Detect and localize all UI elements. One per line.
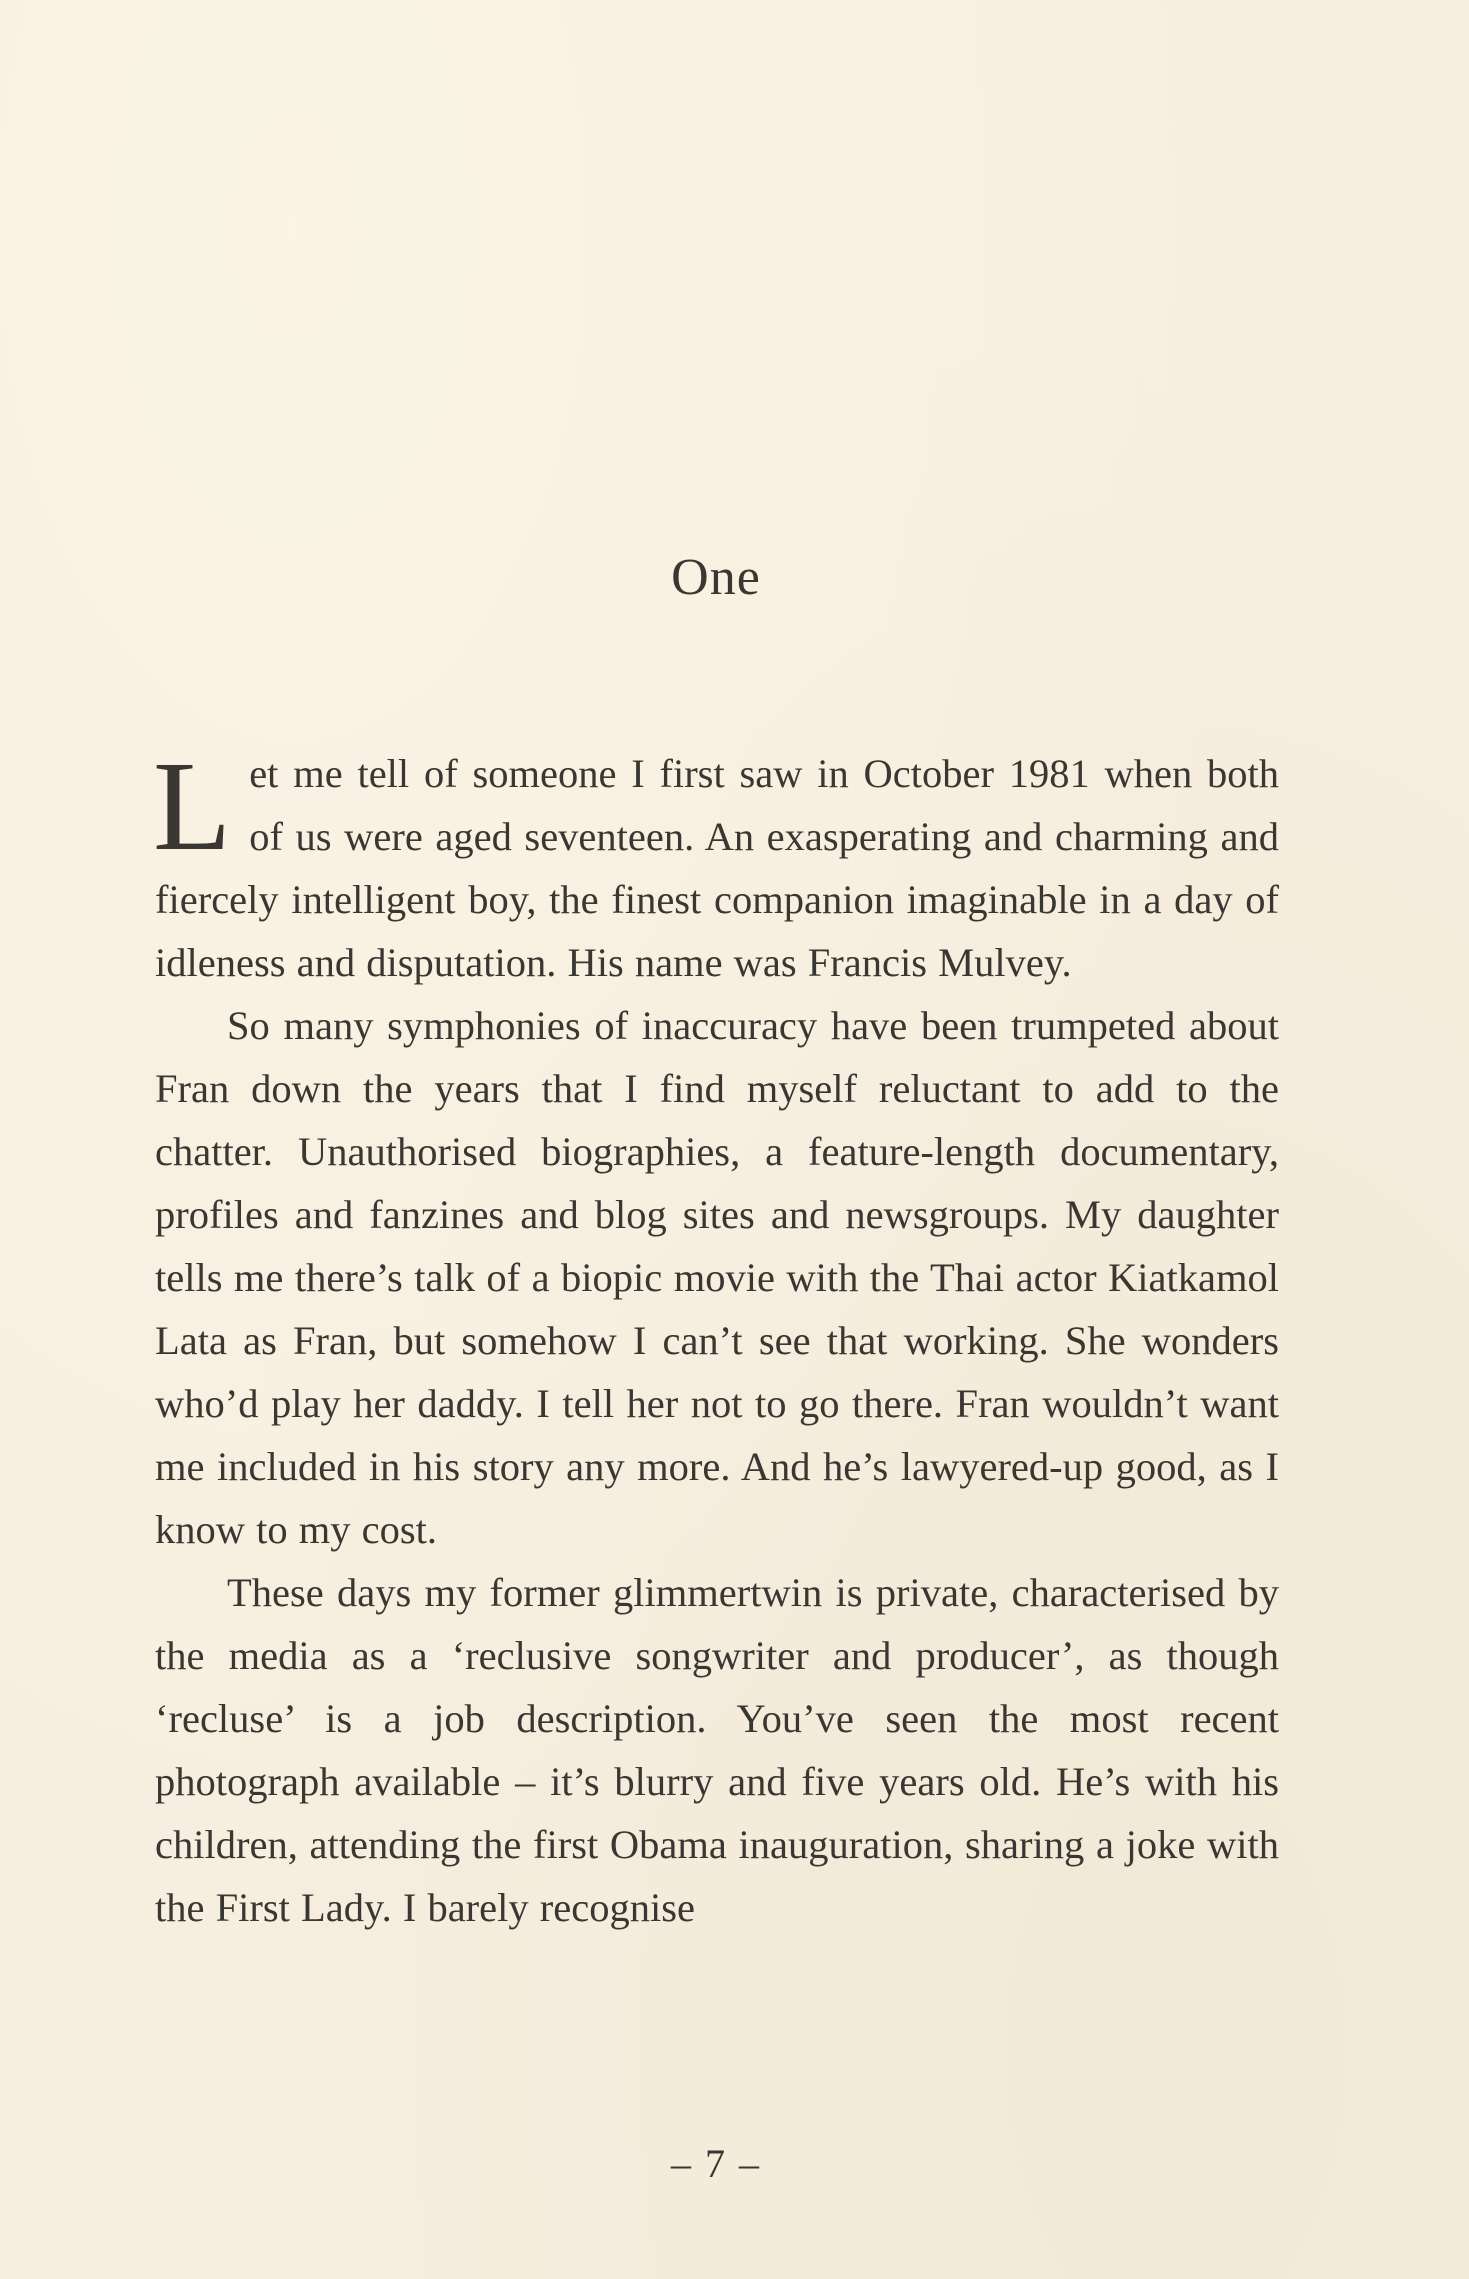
drop-cap: L	[153, 735, 232, 877]
chapter-title: One	[671, 549, 761, 606]
page-number: – 7 –	[671, 2141, 761, 2186]
body-text	[153, 735, 1279, 1939]
paragraph-1-text: et me tell of someone I first saw in October 1981 when both of us were aged seventeen. An exasperating and charming and fiercely intelligent boy, the finest companion imaginable in a day of idleness and disputation. His name was Francis Mulvey.	[155, 751, 1279, 985]
paragraph-2: So many symphonies of inaccuracy have been trumpeted about Fran down the years that I find myself reluctant to add to the chatter. Unauthorised biographies, a feature-length documentary, profiles and fanzines and blog sites and newsgroups. My daughter tells me there’s talk of a biopic movie with the Thai actor Kiatkamol Lata as Fran, but somehow I can’t see that working. She wonders who’d play her daddy. I tell her not to go there. Fran wouldn’t want me included in his story any more. And he’s lawyered-up good, as I know to my cost.	[155, 1003, 1279, 1552]
paragraph-1	[153, 735, 1279, 994]
paragraph-3: These days my former glimmertwin is private, characterised by the media as a ‘reclusive songwriter and producer’, as though ‘recluse’ is a job description. You’ve seen the most recent photograph available – it’s blurry and five years old. He’s with his children, attending the first Obama inauguration, sharing a joke with the First Lady. I barely recognise	[155, 1570, 1279, 1930]
